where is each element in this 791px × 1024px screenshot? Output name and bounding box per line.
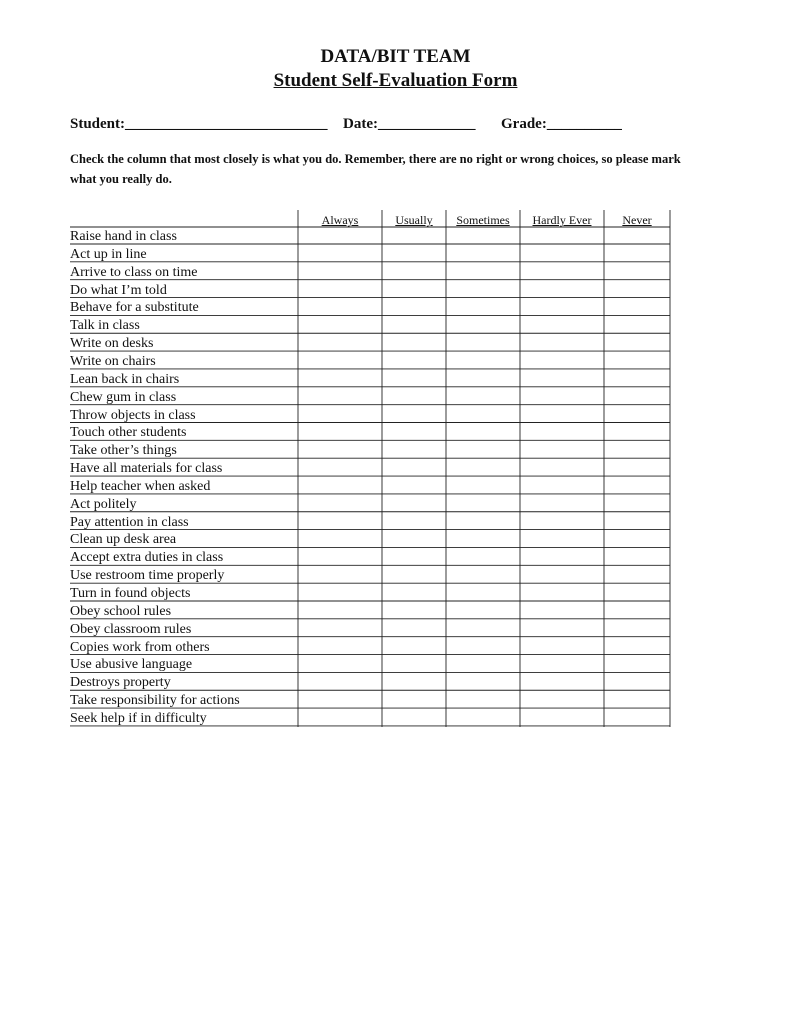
team-title: DATA/BIT TEAM bbox=[320, 46, 471, 67]
behavior-label: Use abusive language bbox=[70, 657, 193, 673]
behavior-label: Arrive to class on time bbox=[70, 264, 198, 280]
instructions: Check the column that most closely is what you do. Remember, there are no right or wrong choices, so please mark what you really do. bbox=[70, 152, 681, 186]
column-header-usually: Usually bbox=[395, 213, 433, 227]
behavior-label: Take responsibility for actions bbox=[70, 693, 240, 709]
behavior-label: Raise hand in class bbox=[70, 229, 177, 244]
behavior-label: Turn in found objects bbox=[70, 586, 191, 601]
behavior-label: Obey classroom rules bbox=[70, 621, 192, 637]
behavior-label: Use restroom time properly bbox=[70, 568, 225, 584]
behavior-label: Obey school rules bbox=[70, 603, 172, 619]
behavior-label: Copies work from others bbox=[70, 639, 210, 655]
behavior-label: Clean up desk area bbox=[70, 532, 177, 548]
behavior-label: Pay attention in class bbox=[70, 514, 189, 530]
behavior-label: Take other’s things bbox=[70, 443, 177, 459]
form-title: Student Self-Evaluation Form bbox=[273, 70, 518, 91]
student-field[interactable]: Student:___________________________ bbox=[70, 116, 328, 132]
grade-field[interactable]: Grade:__________ bbox=[501, 116, 622, 132]
behavior-label: Behave for a substitute bbox=[70, 300, 199, 316]
behavior-label: Do what I’m told bbox=[70, 282, 167, 298]
behavior-label: Act up in line bbox=[70, 246, 147, 262]
behavior-label: Throw objects in class bbox=[70, 407, 196, 423]
behavior-label: Help teacher when asked bbox=[70, 478, 211, 494]
behavior-label: Write on desks bbox=[70, 336, 154, 352]
behavior-label: Chew gum in class bbox=[70, 389, 177, 405]
behavior-label: Talk in class bbox=[70, 318, 140, 334]
behavior-label: Touch other students bbox=[70, 425, 187, 441]
behavior-label: Destroys property bbox=[70, 675, 171, 691]
behavior-label: Act politely bbox=[70, 496, 137, 512]
column-header-never: Never bbox=[622, 213, 652, 227]
column-header-hardly-ever: Hardly Ever bbox=[532, 213, 592, 227]
behavior-label: Write on chairs bbox=[70, 353, 156, 369]
column-header-always: Always bbox=[321, 213, 359, 227]
behavior-label: Seek help if in difficulty bbox=[70, 710, 207, 726]
behavior-label: Lean back in chairs bbox=[70, 371, 180, 387]
behavior-label: Have all materials for class bbox=[70, 461, 223, 477]
behavior-label: Accept extra duties in class bbox=[70, 550, 224, 566]
column-header-sometimes: Sometimes bbox=[456, 213, 510, 227]
date-field[interactable]: Date:_____________ bbox=[343, 116, 476, 132]
